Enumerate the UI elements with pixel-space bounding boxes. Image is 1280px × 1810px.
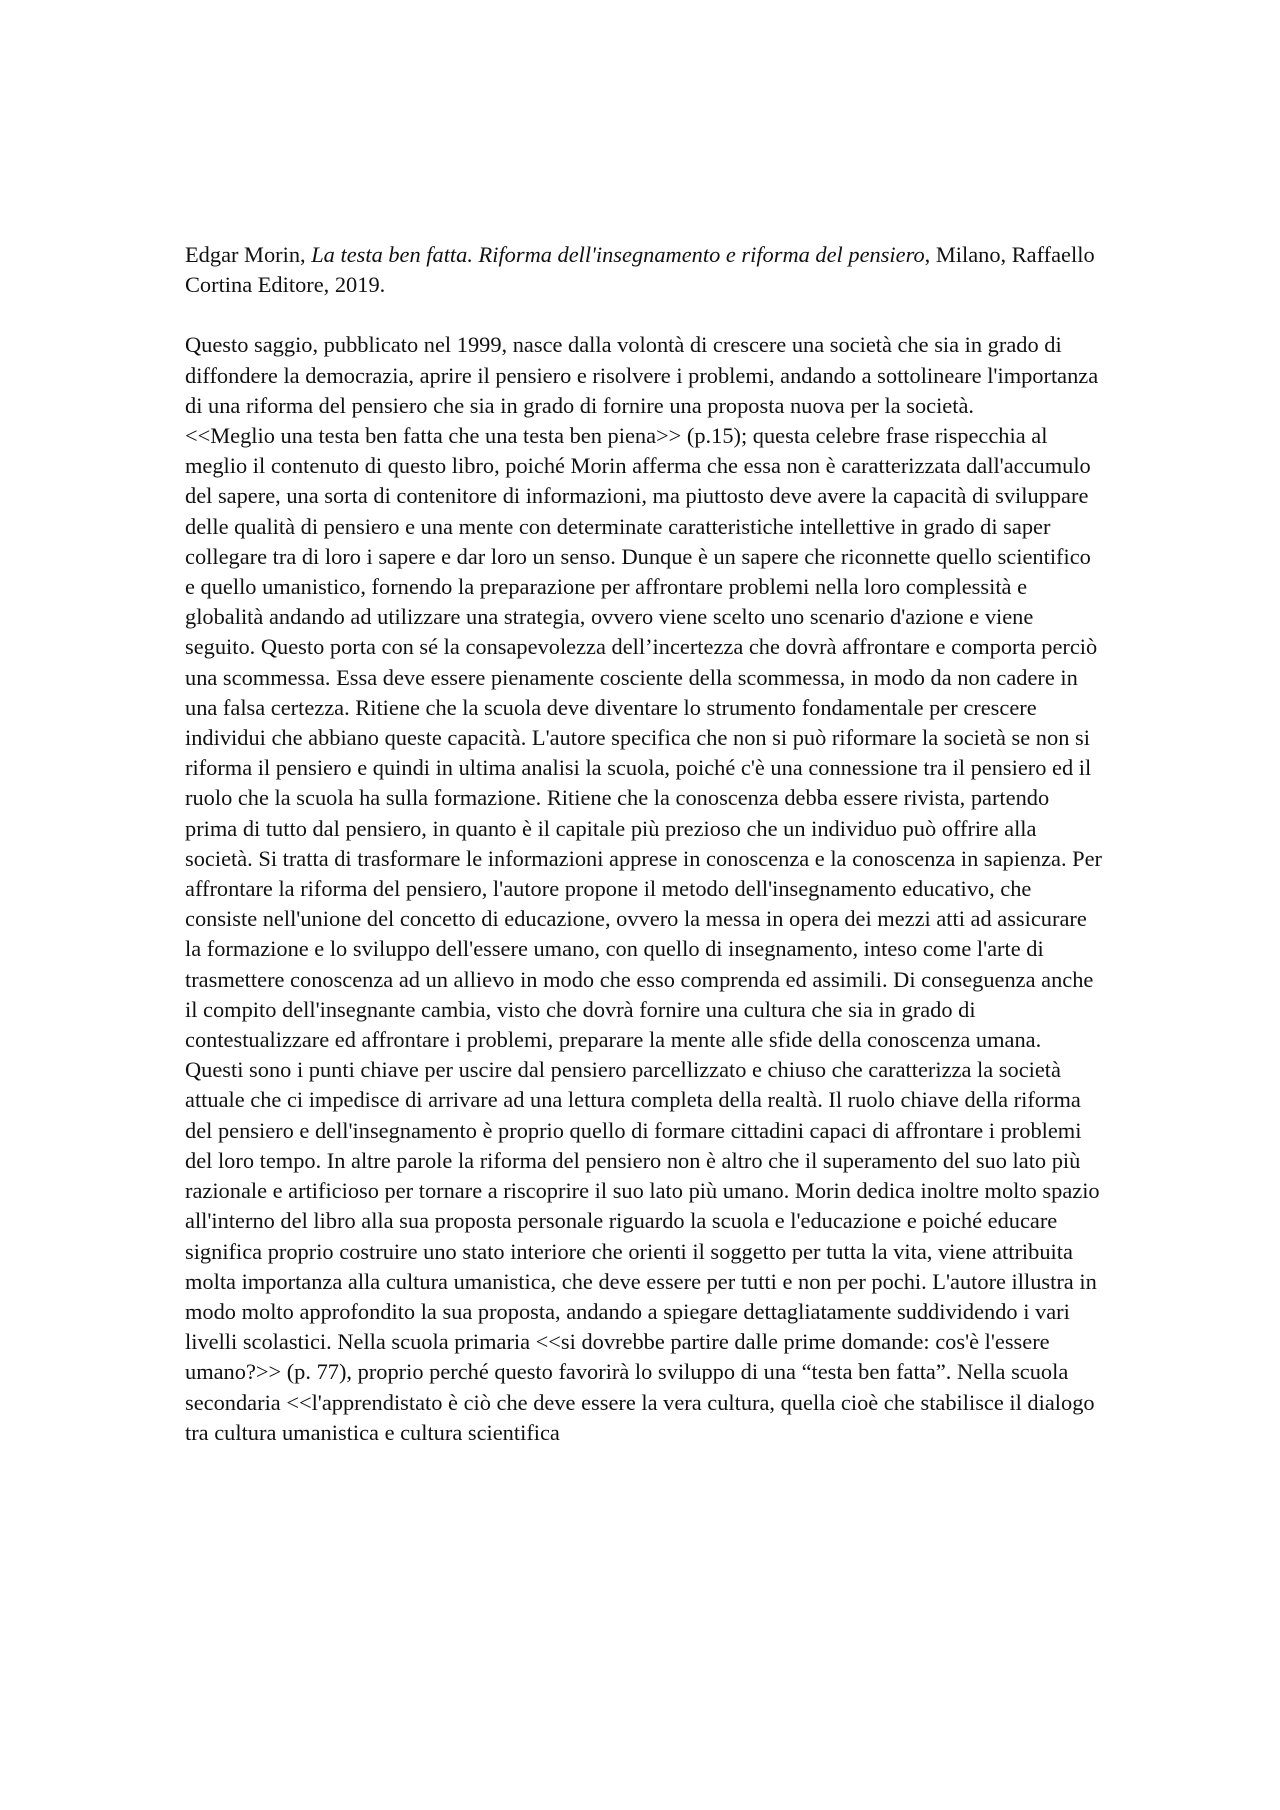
citation-author: Edgar Morin,: [185, 242, 312, 267]
body-paragraph-1: Questo saggio, pubblicato nel 1999, nasce dalla volontà di crescere una società che sia in grado di diffondere la democrazia, aprire il pensiero e risolvere i problemi, andando a sottolineare l'importanza di una riforma del pensiero che sia in grado di fornire una proposta nuova per la società.: [185, 332, 1099, 418]
body-paragraph-2: <<Meglio una testa ben fatta che una testa ben piena>> (p.15); questa celebre frase rispecchia al meglio il contenuto di questo libro, poiché Morin afferma che essa non è caratterizzata dall'accumulo del sapere, una sorta di contenitore di informazioni, ma piuttosto deve avere la capacità di sviluppare delle qualità di pensiero e una mente con determinate caratteristiche intellettive in grado di saper collegare tra di loro i sapere e dar loro un senso. Dunque è un sapere che riconnette quello scientifico e quello umanistico, fornendo la preparazione per affrontare problemi nella loro complessità e globalità andando ad utilizzare una strategia, ovvero viene scelto uno scenario d'azione e viene seguito. Questo porta con sé la consapevolezza dell’incertezza che dovrà affrontare e comporta perciò una scommessa. Essa deve essere pienamente cosciente della scommessa, in modo da non cadere in una falsa certezza. Ritiene che la scuola deve diventare lo strumento fondamentale per crescere individui che abbiano queste capacità. L'autore specifica che non si può riformare la società se non si riforma il pensiero e quindi in ultima analisi la scuola, poiché c'è una connessione tra il pensiero ed il ruolo che la scuola ha sulla formazione. Ritiene che la conoscenza debba essere rivista, partendo prima di tutto dal pensiero, in quanto è il capitale più prezioso che un individuo può offrire alla società. Si tratta di trasformare le informazioni apprese in conoscenza e la conoscenza in sapienza. Per affrontare la riforma del pensiero, l'autore propone il metodo dell'insegnamento educativo, che consiste nell'unione del concetto di educazione, ovvero la messa in opera dei mezzi atti ad assicurare la formazione e lo sviluppo dell'essere umano, con quello di insegnamento, inteso come l'arte di trasmettere conoscenza ad un allievo in modo che esso comprenda ed assimili. Di conseguenza anche il compito dell'insegnante cambia, visto che dovrà fornire una cultura che sia in grado di contestualizzare ed affrontare i problemi, preparare la mente alle sfide della conoscenza umana. Questi sono i punti chiave per uscire dal pensiero parcellizzato e chiuso che caratterizza la società attuale che ci impedisce di arrivare ad una lettura completa della realtà. Il ruolo chiave della riforma del pensiero e dell'insegnamento è proprio quello di formare cittadini capaci di affrontare i problemi del loro tempo. In altre parole la riforma del pensiero non è altro che il superamento del suo lato più razionale e artificioso per tornare a riscoprire il suo lato più umano. Morin dedica inoltre molto spazio all'interno del libro alla sua proposta personale riguardo la scuola e l'educazione e poiché educare significa proprio costruire uno stato interiore che orienti il soggetto per tutta la vita, viene attribuita molta importanza alla cultura umanistica, che deve essere per tutti e non per pochi. L'autore illustra in modo molto approfondito la sua proposta, andando a spiegare dettagliatamente suddividendo i vari livelli scolastici. Nella scuola primaria <<si dovrebbe partire dalle prime domande: cos'è l'essere umano?>> (p. 77), proprio perché questo favorirà lo sviluppo di una “testa ben fatta”. Nella scuola secondaria <<l'apprendistato è ciò che deve essere la vera cultura, quella cioè che stabilisce il dialogo tra cultura umanistica e cultura scientifica: [185, 423, 1102, 1445]
citation-publication: , Milano, Raffaello Cortina Editore, 2019.: [185, 242, 1095, 298]
citation-title: La testa ben fatta. Riforma dell'insegnamento e riforma del pensiero: [311, 242, 925, 267]
document-text: [185, 240, 1105, 1448]
bibliographic-citation: [185, 240, 1105, 300]
